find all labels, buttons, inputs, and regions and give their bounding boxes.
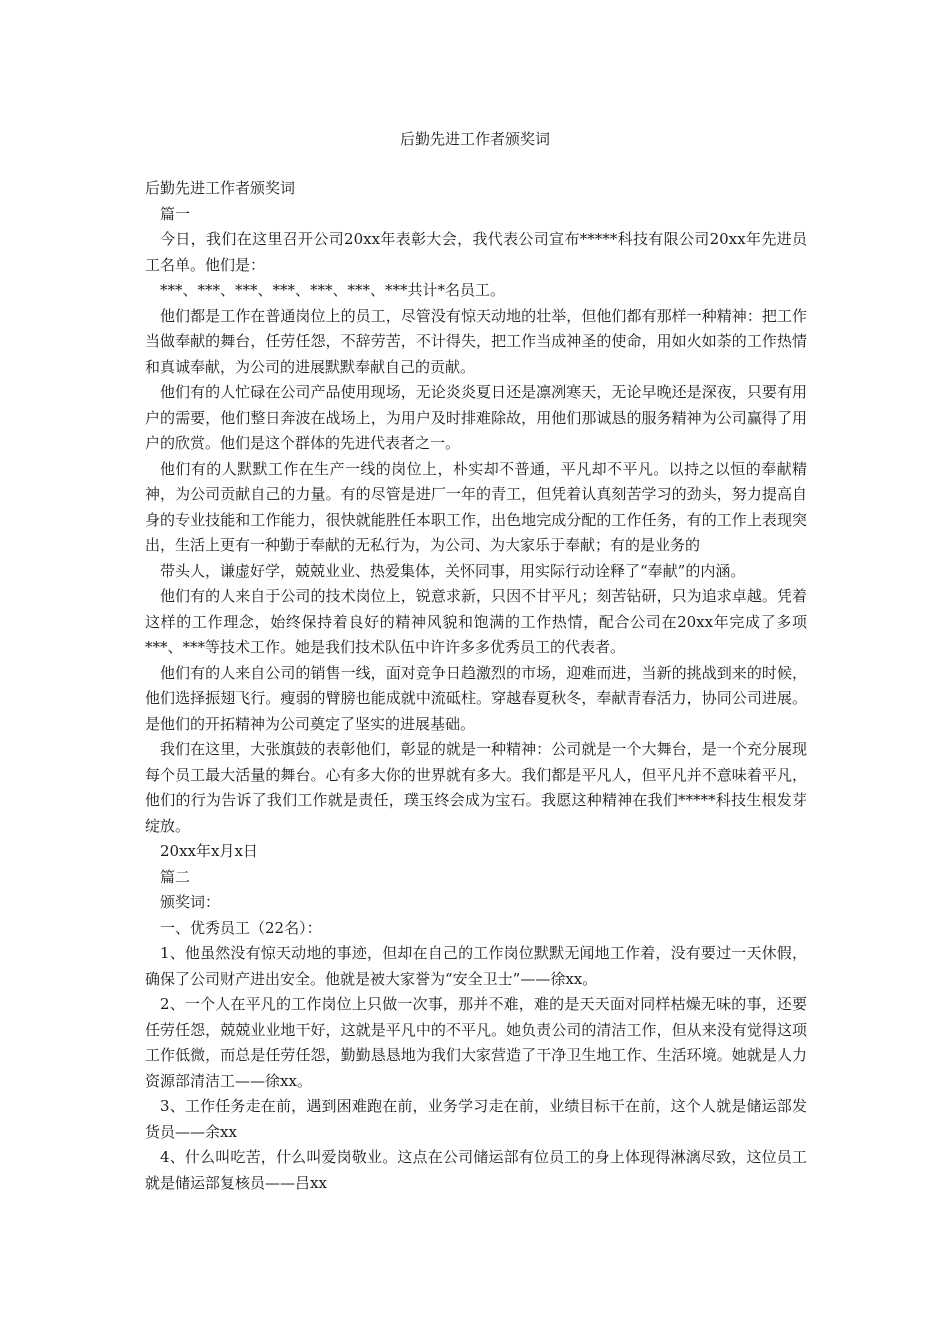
document-paragraph: 4、什么叫吃苦，什么叫爱岗敬业。这点在公司储运部有位员工的身上体现得淋漓尽致，这位员工就是储运部复核员——吕xx [145, 1148, 807, 1192]
document-paragraph: 3、工作任务走在前，遇到困难跑在前，业务学习走在前，业绩目标干在前，这个人就是储运部发货员——余xx [145, 1097, 807, 1141]
document-paragraph: 2、一个人在平凡的工作岗位上只做一次事，那并不难，难的是天天面对同样枯燥无味的事，还要任劳任怨，兢兢业业地干好，这就是平凡中的不平凡。她负责公司的清洁工作，但从来没有觉得这项工作低微，而总是任劳任怨，勤勤恳恳地为我们大家营造了干净卫生地工作、生活环境。她就是人力资源部清洁工——徐xx。 [145, 995, 807, 1090]
document-paragraph: 今日，我们在这里召开公司20xx年表彰大会，我代表公司宣布*****科技有限公司20xx年先进员工名单。他们是： [145, 230, 807, 274]
document-paragraph: 我们在这里，大张旗鼓的表彰他们，彰显的就是一种精神：公司就是一个大舞台，是一个充分展现每个员工最大活量的舞台。心有多大你的世界就有多大。我们都是平凡人，但平凡并不意味着平凡，他们的行为告诉了我们工作就是责任，璞玉终会成为宝石。我愿这种精神在我们*****科技生根发芽绽放。 [145, 740, 807, 835]
document-paragraph: 一、优秀员工（22名）： [160, 918, 322, 937]
document-paragraph: 篇一 [160, 204, 191, 223]
document-paragraph: 20xx年x月x日 [160, 842, 258, 860]
document-paragraph: 他们有的人来自于公司的技术岗位上，锐意求新，只因不甘平凡；刻苦钻研，只为追求卓越。凭着这样的工作理念，始终保持着良好的精神风貌和饱满的工作热情，配合公司在20xx年完成了多项***、***等技术工作。她是我们技术队伍中许许多多优秀员工的代表者。 [145, 587, 807, 656]
document-paragraph: 带头人，谦虚好学，兢兢业业、热爱集体，关怀同事，用实际行动诠释了“奉献”的内涵。 [160, 561, 746, 580]
document-body [145, 176, 807, 1196]
document-paragraph: 他们有的人默默工作在生产一线的岗位上，朴实却不普通，平凡却不平凡。以持之以恒的奉献精神，为公司贡献自己的力量。有的尽管是进厂一年的青工，但凭着认真刻苦学习的劲头，努力提高自身的专业技能和工作能力，很快就能胜任本职工作，出色地完成分配的工作任务，有的工作上表现突出，生活上更有一种勤于奉献的无私行为，为公司、为大家乐于奉献；有的是业务的 [145, 459, 807, 554]
document-paragraph: 他们都是工作在普通岗位上的员工，尽管没有惊天动地的壮举，但他们都有那样一种精神：把工作当做奉献的舞台，任劳任怨，不辞劳苦，不计得失，把工作当成神圣的使命，用如火如荼的工作热情和真诚奉献，为公司的进展默默奉献自己的贡献。 [145, 306, 807, 376]
document-paragraph: ***、***、***、***、***、***、***共计*名员工。 [160, 281, 506, 299]
document-paragraph: 他们有的人来自公司的销售一线，面对竞争日趋激烈的市场，迎难而进，当新的挑战到来的时候，他们选择振翅飞行。瘦弱的臂膀也能成就中流砥柱。穿越春夏秋冬，奉献青春活力，协同公司进展。是他们的开拓精神为公司奠定了坚实的进展基础。 [145, 663, 807, 733]
document-paragraph: 颁奖词： [160, 893, 221, 911]
document-paragraph: 1、他虽然没有惊天动地的事迹，但却在自己的工作岗位默默无闻地工作着，没有要过一天休假，确保了公司财产进出安全。他就是被大家誉为“安全卫士”——徐xx。 [145, 944, 807, 988]
document-paragraph: 后勤先进工作者颁奖词 [145, 179, 296, 197]
document-title: 后勤先进工作者颁奖词 [399, 130, 550, 148]
document-paragraph: 他们有的人忙碌在公司产品使用现场，无论炎炎夏日还是凛冽寒天，无论早晚还是深夜，只要有用户的需要，他们整日奔波在战场上，为用户及时排难除故，用他们那诚恳的服务精神为公司赢得了用户的欣赏。他们是这个群体的先进代表者之一。 [145, 383, 807, 452]
document-paragraph: 篇二 [160, 867, 191, 886]
